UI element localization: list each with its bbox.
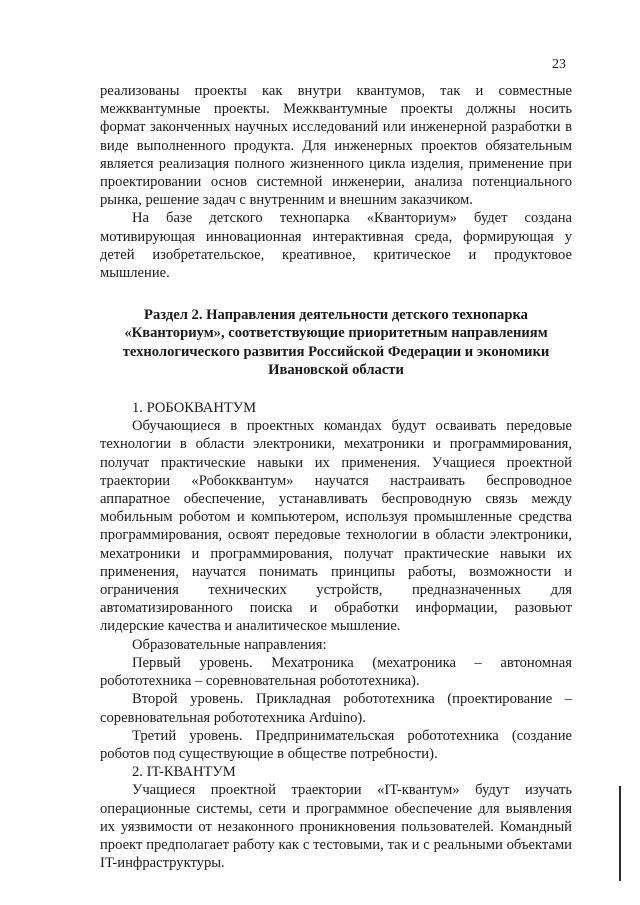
it-title: 2. IT-КВАНТУМ — [132, 764, 236, 781]
intro-paragraph-1: реализованы проекты как внутри квантумов, так и совместные межквантумные проекты. Межквантумные проекты должны носить формат законченных научных исследований или инженерной разработки в виде выполненного продукта. Для инженерных проектов обязательным является реализация полного жизненного цикла изделия, применение при проектировании основ системной инженерии, анализа потенциального рынка, решение задач с внутренним и внешним заказчиком. — [100, 83, 572, 209]
robo-paragraph: Обучающиеся в проектных командах будут осваивать передовые технологии в области электроники, мехатроники и программирования, получат практические навыки их применения. Учащиеся проектной траектории «Робокквантум» научатся настраивать беспроводное аппаратное обеспечение, устанавливать беспроводную связь между мобильным роботом и компьютером, используя промышленные средства программирования, освоят передовые технологии в области электроники, мехатроники и программирования, получат практические навыки их применения, научатся понимать принципы работы, возможности и ограничения технических устройств, предназначенных для автоматизированного поиска и обработки информации, разовьют лидерские качества и аналитическое мышление. — [100, 418, 572, 635]
level-1: Первый уровень. Мехатроника (мехатроника – автономная робототехника – соревновательная робототехника). — [100, 654, 572, 690]
section-heading: Раздел 2. Направления деятельности детского технопарка «Кванториум», соответствующие приоритетным направлениям технологического развития Российской Федерации и экономики Ивановской области — [122, 307, 550, 378]
scan-edge-mark — [619, 786, 621, 881]
document-body — [100, 82, 572, 872]
page-number: 23 — [552, 57, 566, 72]
robo-title: 1. РОБОКВАНТУМ — [132, 400, 257, 417]
level-3: Третий уровень. Предпринимательская робототехника (создание роботов под существующие в обществе потребности). — [100, 727, 572, 762]
intro-paragraph-2: На базе детского технопарка «Кванториум» будет создана мотивирующая инновационная интерактивная среда, формирующая у детей изобретательское, креативное, критическое и продуктовое мышление. — [100, 210, 572, 282]
directions-label: Образовательные направления: — [132, 636, 327, 653]
level-2: Второй уровень. Прикладная робототехника (проектирование – соревновательная робототехника Arduino). — [100, 691, 572, 726]
it-paragraph: Учащиеся проектной траектории «IT-квантум» будут изучать операционные системы, сети и программное обеспечение для выявления их уязвимости от незаконного проникновения пользователей. Командный проект предполагает работу как с тестовыми, так и с реальными объектами IT-инфраструктуры. — [100, 782, 572, 872]
